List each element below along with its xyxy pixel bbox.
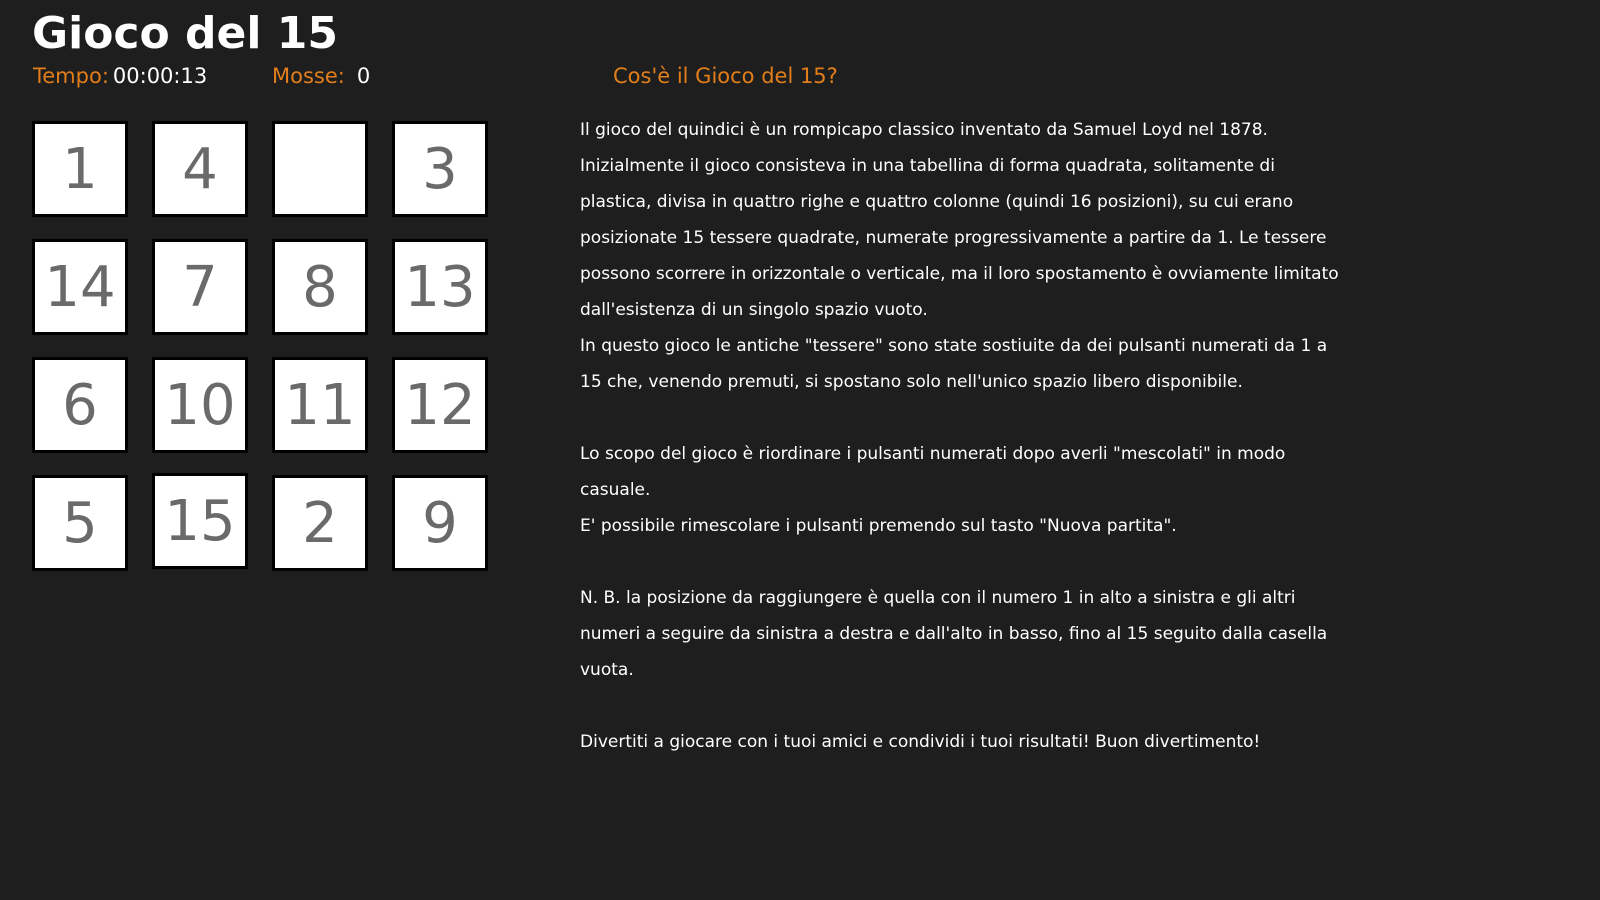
tile-11[interactable]: 11 <box>272 357 368 453</box>
time-label: Tempo: <box>33 64 109 88</box>
tile-12[interactable]: 12 <box>392 357 488 453</box>
tile-10[interactable]: 10 <box>152 357 248 453</box>
tile-8[interactable]: 8 <box>272 239 368 335</box>
tile-5[interactable]: 5 <box>32 475 128 571</box>
app-title: Gioco del 15 <box>32 8 339 59</box>
moves-label: Mosse: <box>272 64 345 88</box>
tile-2[interactable]: 2 <box>272 475 368 571</box>
tile-3[interactable]: 3 <box>392 121 488 217</box>
info-paragraph: N. B. la posizione da raggiungere è quella con il numero 1 in alto a sinistra e gli altri numeri a seguire da sinistra a destra e dall'alto in basso, fino al 15 seguito dalla casella vuota. <box>580 588 1328 680</box>
time-display <box>33 62 207 90</box>
info-paragraph: Il gioco del quindici è un rompicapo classico inventato da Samuel Loyd nel 1878. Inizialmente il gioco consisteva in una tabellina di forma quadrata, solitamente di plastica, divisa in quattro righe e quattro colonne (quindi 16 posizioni), su cui erano posizionate 15 tessere quadrate, numerate progressivamente a partire da 1. Le tessere possono scorrere in orizzontale o verticale, ma il loro spostamento è ovviamente limitato dall'esistenza di un singolo spazio vuoto. <box>580 120 1339 320</box>
info-text <box>580 112 1350 760</box>
tile-4[interactable]: 4 <box>152 121 248 217</box>
time-value: 00:00:13 <box>112 64 208 88</box>
tile-7[interactable]: 7 <box>152 239 248 335</box>
moves-display <box>272 62 370 90</box>
tile-15[interactable]: 15 <box>152 473 248 569</box>
info-paragraph: In questo gioco le antiche "tessere" sono state sostiuite da dei pulsanti numerati da 1 a 15 che, venendo premuti, si spostano solo nell'unico spazio libero disponibile. <box>580 336 1328 392</box>
tile-14[interactable]: 14 <box>32 239 128 335</box>
moves-value: 0 <box>356 64 371 88</box>
info-paragraph: Divertiti a giocare con i tuoi amici e condividi i tuoi risultati! Buon divertimento! <box>580 732 1261 752</box>
info-paragraph: E' possibile rimescolare i pulsanti premendo sul tasto "Nuova partita". <box>580 516 1177 536</box>
tile-empty[interactable] <box>272 121 368 217</box>
tile-6[interactable]: 6 <box>32 357 128 453</box>
tile-1[interactable]: 1 <box>32 121 128 217</box>
info-heading: Cos'è il Gioco del 15? <box>613 64 838 88</box>
tile-13[interactable]: 13 <box>392 239 488 335</box>
info-paragraph: Lo scopo del gioco è riordinare i pulsanti numerati dopo averli "mescolati" in modo casuale. <box>580 444 1286 500</box>
tile-9[interactable]: 9 <box>392 475 488 571</box>
